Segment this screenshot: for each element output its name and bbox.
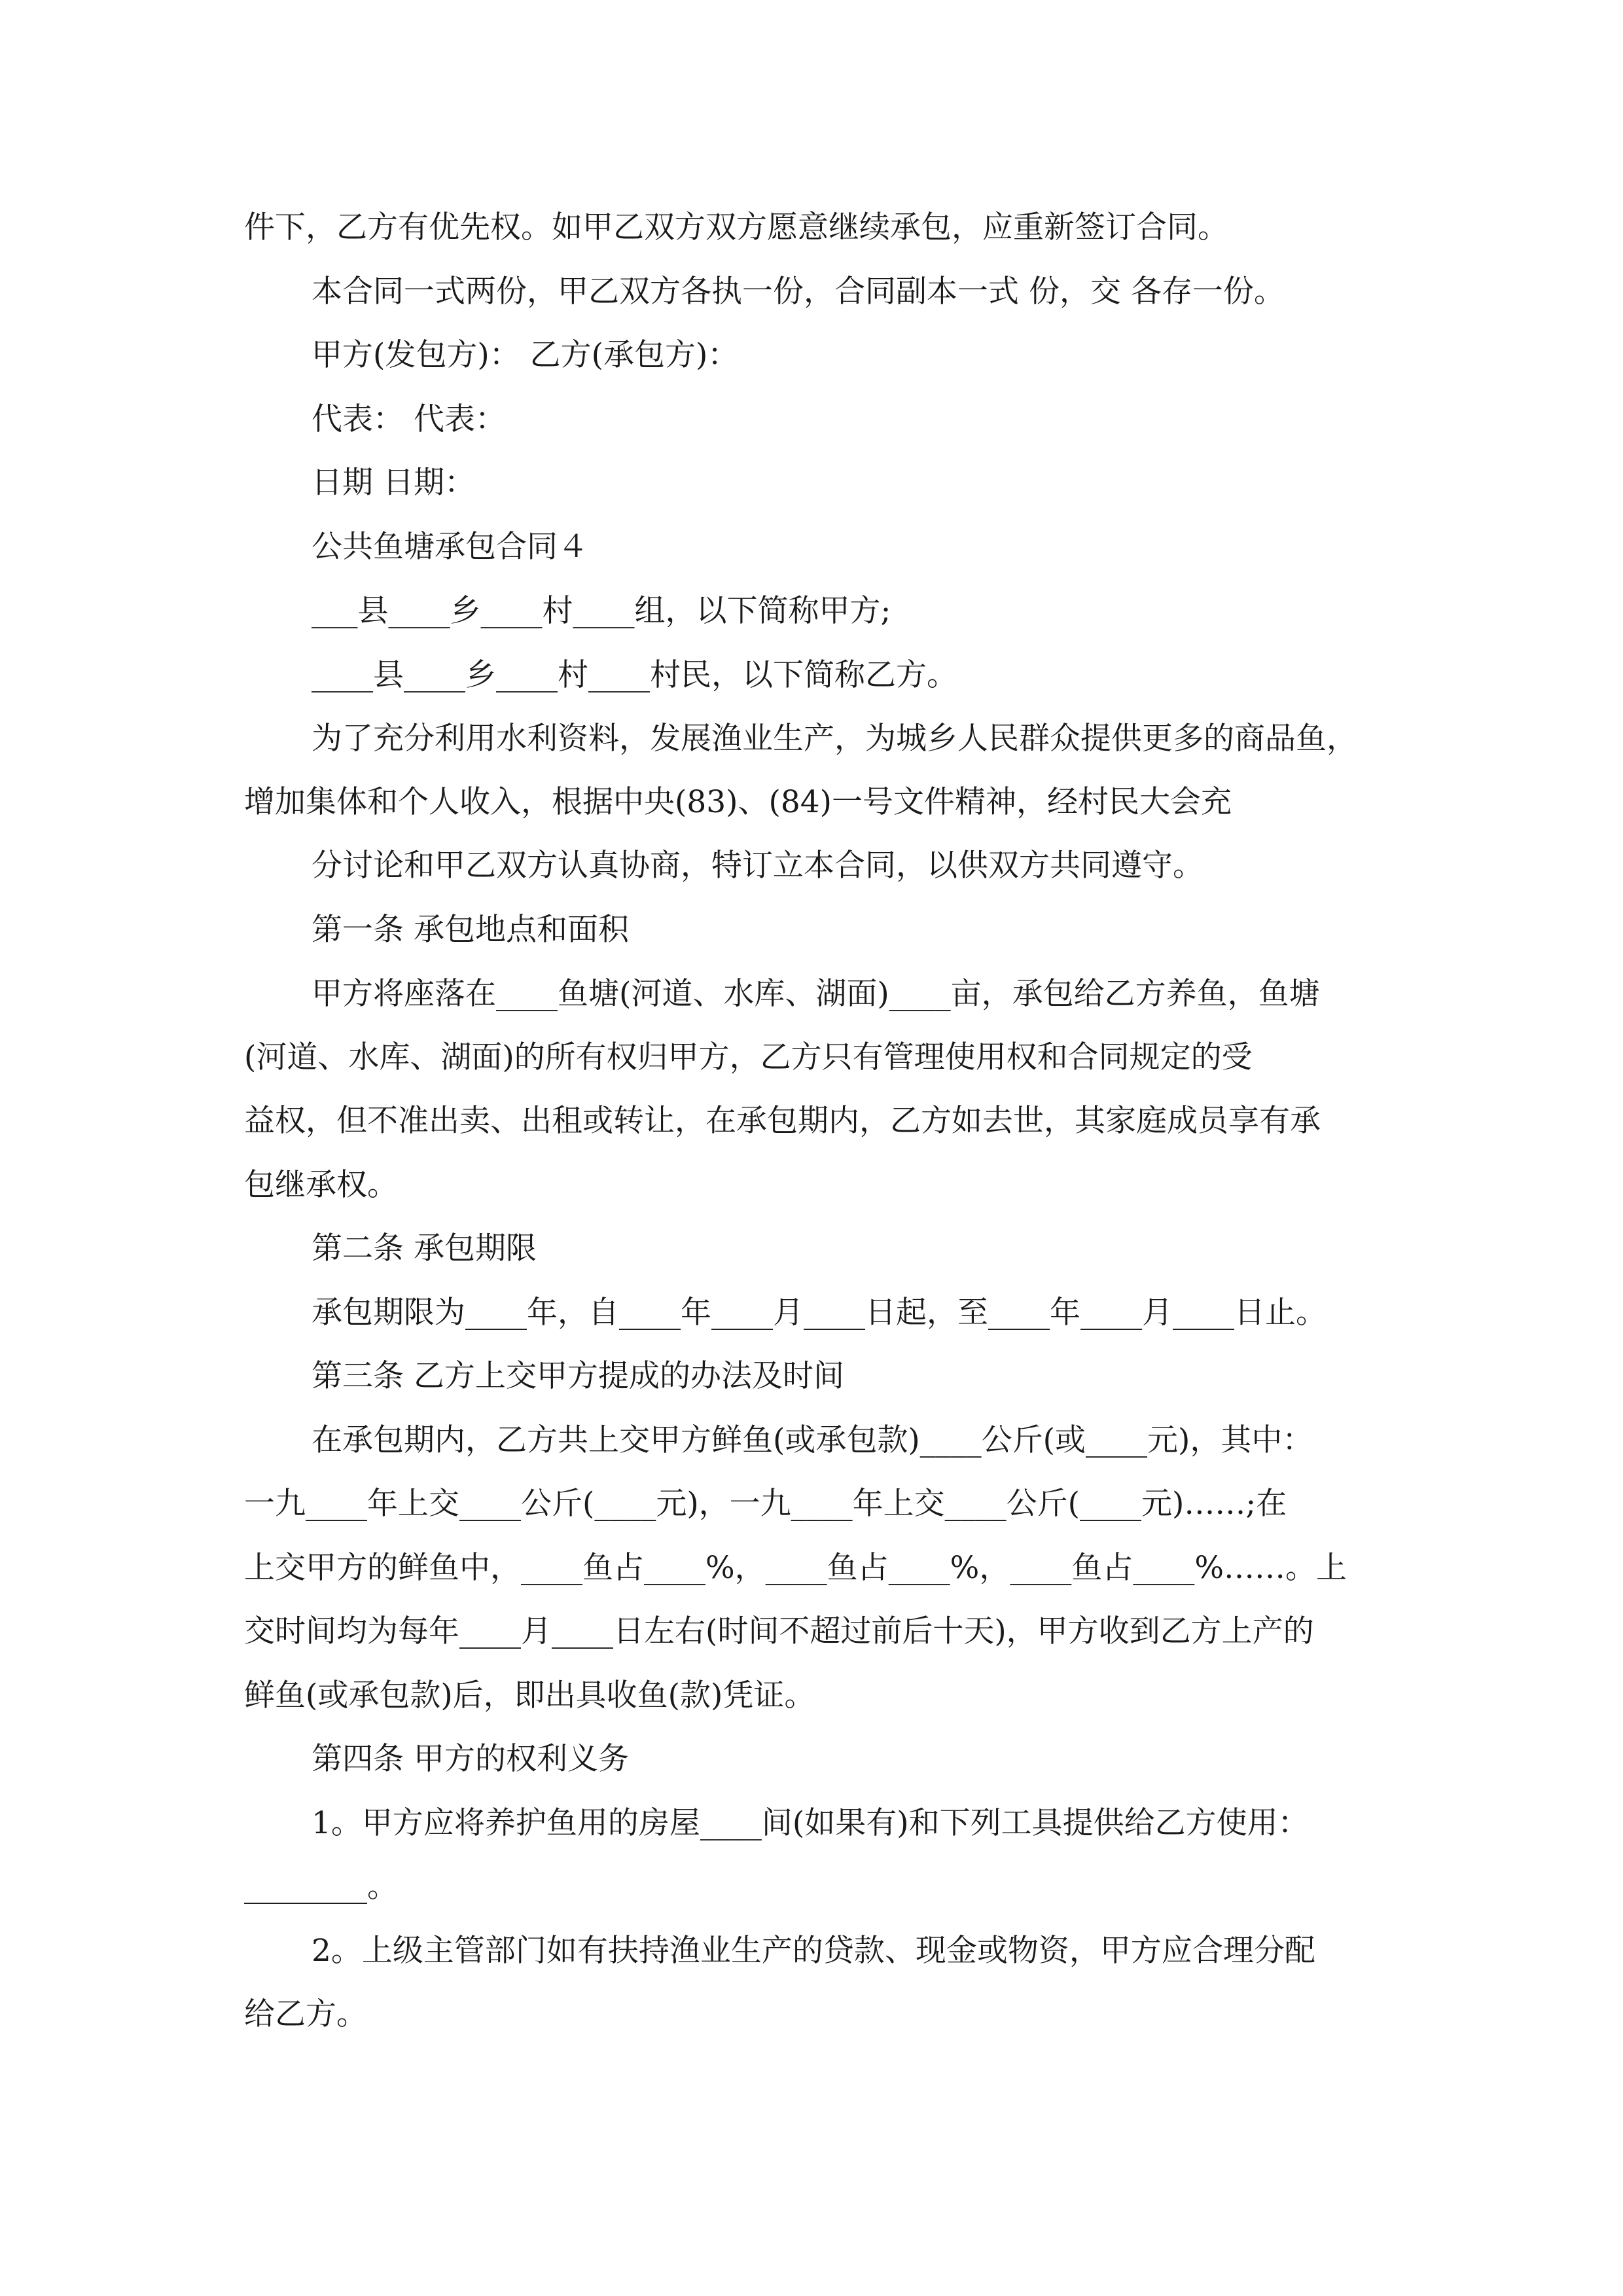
text-line: 包继承权。 [244,1167,398,1203]
text-line: ________。 [244,1869,398,1905]
text-line: ___县____乡____村____组，以下简称甲方; [312,593,891,629]
article-heading: 第一条 承包地点和面积 [312,912,629,948]
text-line: 甲方(发包方)： 乙方(承包方)： [312,337,739,373]
text-line: 本合同一式两份，甲乙双方各执一份，合同副本一式 份，交 各存一份。 [312,274,1285,310]
text-line: 增加集体和个人收入，根据中央(83)、(84)一号文件精神，经村民大会充 [244,784,1232,820]
text-line: 为了充分利用水利资料，发展渔业生产，为城乡人民群众提供更多的商品鱼， [312,721,1357,757]
text-line: 鲜鱼(或承包款)后，即出具收鱼(款)凭证。 [244,1677,815,1713]
text-line: 件下，乙方有优先权。如甲乙双方双方愿意继续承包，应重新签订合同。 [244,209,1228,245]
text-line: 2。上级主管部门如有扶持渔业生产的贷款、现金或物资，甲方应合理分配 [312,1933,1315,1969]
text-line: 甲方将座落在____鱼塘(河道、水库、湖面)____亩，承包给乙方养鱼，鱼塘 [312,976,1320,1012]
text-line: 1。甲方应将养护鱼用的房屋____间(如果有)和下列工具提供给乙方使用： [312,1805,1309,1841]
text-line: 交时间均为每年____月____日左右(时间不超过前后十天)，甲方收到乙方上产的 [244,1613,1314,1649]
article-heading: 第二条 承包期限 [312,1230,537,1266]
text-line: 给乙方。 [244,1996,367,2032]
article-heading: 第三条 乙方上交甲方提成的办法及时间 [312,1358,844,1394]
text-line: ____县____乡____村____村民，以下简称乙方。 [312,657,957,693]
text-line: 日期 日期： [312,465,475,501]
text-line: 在承包期内，乙方共上交甲方鲜鱼(或承包款)____公斤(或____元)，其中： [312,1422,1313,1458]
text-line: 分讨论和甲乙双方认真协商，特订立本合同，以供双方共同遵守。 [312,848,1204,884]
article-heading: 第四条 甲方的权利义务 [312,1741,629,1777]
text-line: 上交甲方的鲜鱼中，____鱼占____%，____鱼占____%，____鱼占____%……。上 [244,1550,1347,1586]
section-title: 公共鱼塘承包合同４ [312,529,588,565]
text-line: 代表： 代表： [312,401,506,437]
text-line: 益权，但不准出卖、出租或转让，在承包期内，乙方如去世，其家庭成员享有承 [244,1103,1321,1139]
text-line: 承包期限为____年，自____年____月____日起，至____年____月____日止。 [312,1295,1327,1331]
text-line: 一九____年上交____公斤(____元)，一九____年上交____公斤(____元)……;在 [244,1486,1287,1522]
text-line: (河道、水库、湖面)的所有权归甲方，乙方只有管理使用权和合同规定的受 [244,1039,1253,1075]
